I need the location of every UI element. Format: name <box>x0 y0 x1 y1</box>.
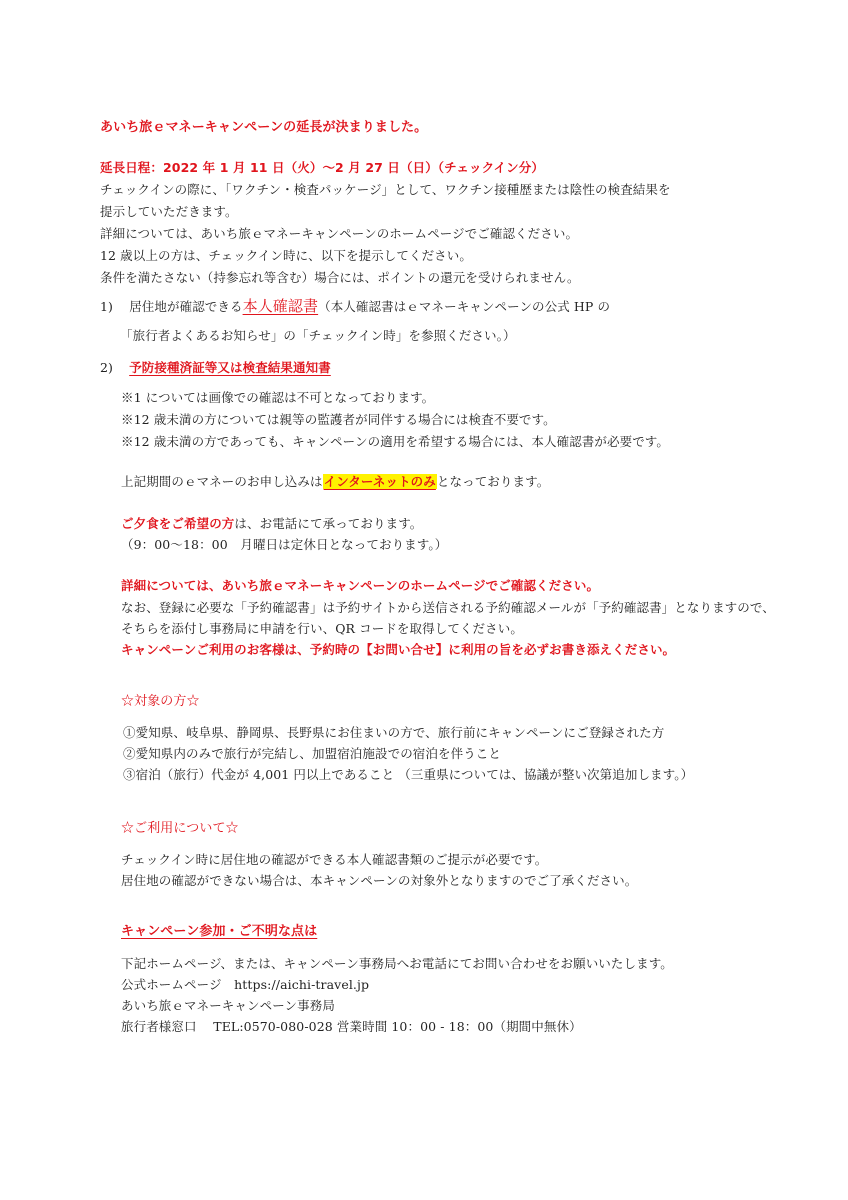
dinner-hours: （9：00～18：00 月曜日は定休日となっております。） <box>121 537 448 552</box>
item-prefix: 居住地が確認できる <box>129 299 243 314</box>
vaccination-certificate-emphasis: 予防接種済証等又は検査結果通知書 <box>129 360 331 375</box>
internet-suffix: となっております。 <box>436 474 550 489</box>
details-paragraph-1: なお、登録に必要な「予約確認書」は予約サイトから送信される予約確認メールが「予約確認書」となりますので、 <box>121 600 775 615</box>
note-1: ※1 については画像での確認は不可となっております。 <box>121 390 435 405</box>
contact-telephone: 旅行者様窓口 TEL:0570-080-028 営業時間 10：00 - 18：00（期間中無休） <box>121 1019 582 1034</box>
dinner-notice <box>121 516 422 532</box>
id-document-emphasis: 本人確認書 <box>242 297 319 315</box>
dinner-suffix: は、お電話にて承っております。 <box>234 516 423 531</box>
extension-paragraph-5: 条件を満たさない（持参忘れ等含む）場合には、ポイントの還元を受けられません。 <box>100 270 580 285</box>
internet-only-notice <box>121 474 549 490</box>
item-number: 2) <box>100 360 114 375</box>
dinner-emphasis: ご夕食をご希望の方 <box>121 516 235 531</box>
requirement-item-2 <box>100 360 331 376</box>
internet-only-highlight: インターネットのみ <box>323 474 436 489</box>
contact-paragraph: 下記ホームページ、または、キャンペーン事務局へお電話にてお問い合わせをお願いいたします。 <box>121 956 673 971</box>
target-condition-1: ①愛知県、岐阜県、静岡県、長野県にお住まいの方で、旅行前にキャンペーンにご登録された方 <box>123 725 665 740</box>
contact-heading: キャンペーン参加・ご不明な点は <box>121 924 318 939</box>
extension-paragraph-2: 提示していただきます。 <box>100 204 238 219</box>
extension-paragraph-4: 12 歳以上の方は、チェックイン時に、以下を提示してください。 <box>100 248 472 263</box>
usage-heading: ☆ご利用について☆ <box>121 821 239 836</box>
target-condition-3: ③宿泊（旅行）代金が 4,001 円以上であること （三重県については、協議が整い次第追加します。） <box>123 767 694 782</box>
usage-paragraph-1: チェックイン時に居住地の確認ができる本人確認書類のご提示が必要です。 <box>121 852 548 867</box>
internet-prefix: 上記期間のｅマネーのお申し込みは <box>121 474 323 489</box>
details-red-notice: 詳細については、あいち旅ｅマネーキャンペーンのホームページでご確認ください。 <box>121 578 600 593</box>
campaign-office: あいち旅ｅマネーキャンペーン事務局 <box>121 998 335 1013</box>
page-title: あいち旅ｅマネーキャンペーンの延長が決まりました。 <box>100 120 428 135</box>
extension-paragraph-1: チェックインの際に、「ワクチン・検査パッケージ」として、ワクチン接種歴または陰性の検査結果を <box>100 182 671 197</box>
extension-period: 延長日程：2022 年 1 月 11 日（火）～2 月 27 日（日）（チェックイン分） <box>100 160 544 175</box>
official-website: 公式ホームページ https://aichi-travel.jp <box>121 977 370 992</box>
target-condition-2: ②愛知県内のみで旅行が完結し、加盟宿泊施設での宿泊を伴うこと <box>123 746 502 761</box>
target-heading: ☆対象の方☆ <box>121 694 200 709</box>
item-number: 1) <box>100 299 114 314</box>
details-red-instruction: キャンペーンご利用のお客様は、予約時の【お問い合せ】に利用の旨を必ずお書き添えください。 <box>121 642 676 657</box>
item-suffix: （本人確認書はｅマネーキャンペーンの公式 HP の <box>318 299 611 314</box>
requirement-item-1-line-2: 「旅行者よくあるお知らせ」の「チェックイン時」を参照ください。） <box>120 328 516 343</box>
requirement-item-1 <box>100 298 610 315</box>
note-3: ※12 歳未満の方であっても、キャンペーンの適用を希望する場合には、本人確認書が必要です。 <box>121 434 670 449</box>
usage-paragraph-2: 居住地の確認ができない場合は、本キャンペーンの対象外となりますのでご了承ください。 <box>121 873 638 888</box>
extension-paragraph-3: 詳細については、あいち旅ｅマネーキャンペーンのホームページでご確認ください。 <box>100 226 579 241</box>
note-2: ※12 歳未満の方については親等の監護者が同伴する場合には検査不要です。 <box>121 412 556 427</box>
details-paragraph-2: そちらを添付し事務局に申請を行い、QR コードを取得してください。 <box>121 621 523 636</box>
